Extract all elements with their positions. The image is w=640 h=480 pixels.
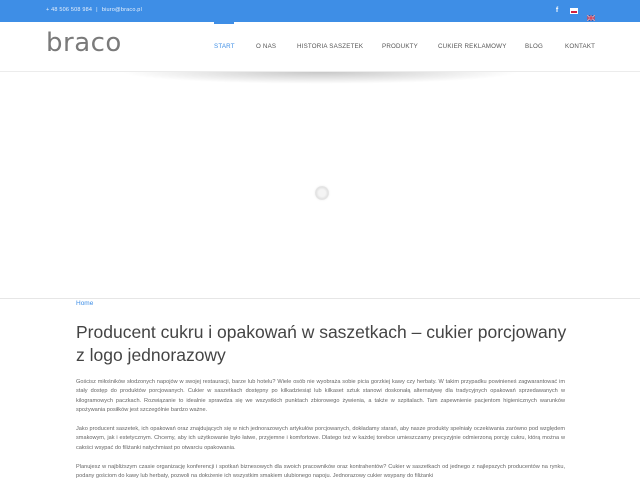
page-title: Producent cukru i opakowań w saszetkach – cukier porcjowany z logo jednorazowy <box>76 322 567 365</box>
nav-blog[interactable]: BLOG <box>525 43 543 50</box>
site-header <box>0 22 640 72</box>
header-shadow <box>120 72 520 84</box>
active-nav-indicator <box>214 22 234 24</box>
content-paragraph-1: Gościsz miłośników słodzonych napojów w swojej restauracji, barze lub hotelu? Wiele osób nie wyobraża sobie picia gorzkiej kawy czy herbaty. W takim przypadku powinieneś zagwarantować im stały dostęp do produktów porcjowanych. Cukier w saszetkach dostępny po kilkadziesiąt lub kilkaset sztuk stanowi doskonałą alternatywę dla tradycyjnych opakowań sprzedawanych w kilogramowych paczkach. Rozwiązanie to idealnie sprawdza się we wszystkich punktach zbiorowego żywienia, a także w szpitalach. Tam zapewnienie pacjentom higienicznych warunków spożywania posiłków jest szczególnie bardzo ważne. <box>76 379 565 413</box>
nav-kontakt[interactable]: KONTAKT <box>565 43 596 50</box>
flag-pl-icon[interactable] <box>570 8 578 14</box>
email-link[interactable]: biuro@braco.pl <box>101 7 142 13</box>
contact-info <box>46 7 142 13</box>
hero-slider <box>0 73 640 298</box>
facebook-icon[interactable]: f <box>555 7 559 14</box>
breadcrumb-home[interactable]: Home <box>76 300 94 307</box>
contact-separator: | <box>96 7 98 13</box>
site-logo[interactable]: braco <box>46 28 122 58</box>
nav-cukier-reklamowy[interactable]: CUKIER REKLAMOWY <box>438 43 507 50</box>
slider-divider <box>0 298 640 299</box>
flag-gb-icon[interactable] <box>587 8 595 14</box>
nav-produkty[interactable]: PRODUKTY <box>382 43 418 50</box>
phone-number[interactable]: + 48 506 508 984 <box>46 7 93 13</box>
nav-historia-saszetek[interactable]: HISTORIA SASZETEK <box>297 43 364 50</box>
loading-spinner-icon <box>315 186 329 200</box>
content-paragraph-3: Planujesz w najbliższym czasie organizację konferencji i spotkań biznesowych dla swoich pracowników oraz kontrahentów? Cukier w saszetkach od jednego z najlepszych producentów na rynku, podany gościom do kawy lub herbaty, pozwoli na dołożenie ich wszystkim smakiem ulubionego napoju. Jednorazowy cukier wsypany do filiżanki <box>76 464 565 480</box>
main-nav <box>0 22 640 72</box>
nav-o-nas[interactable]: O NAS <box>256 43 277 50</box>
nav-start[interactable]: START <box>214 43 235 50</box>
top-bar <box>0 0 640 22</box>
content-paragraph-2: Jako producent saszetek, ich opakowań oraz znajdujących się w nich jednorazowych artykułów porcjowanych, dokładamy starań, aby nasze produkty spełniały oczekiwania zarówno pod względem smakowym, jak i estetycznym. Chcemy, aby ich użytkowanie było łatwe, przyjemne i komfortowe. Dlatego też w każdej torebce umieszczamy precyzyjnie odmierzoną porcję cukru, którą można w całości wsypać do filiżanki natychmiast po otwarciu opakowania. <box>76 426 565 451</box>
